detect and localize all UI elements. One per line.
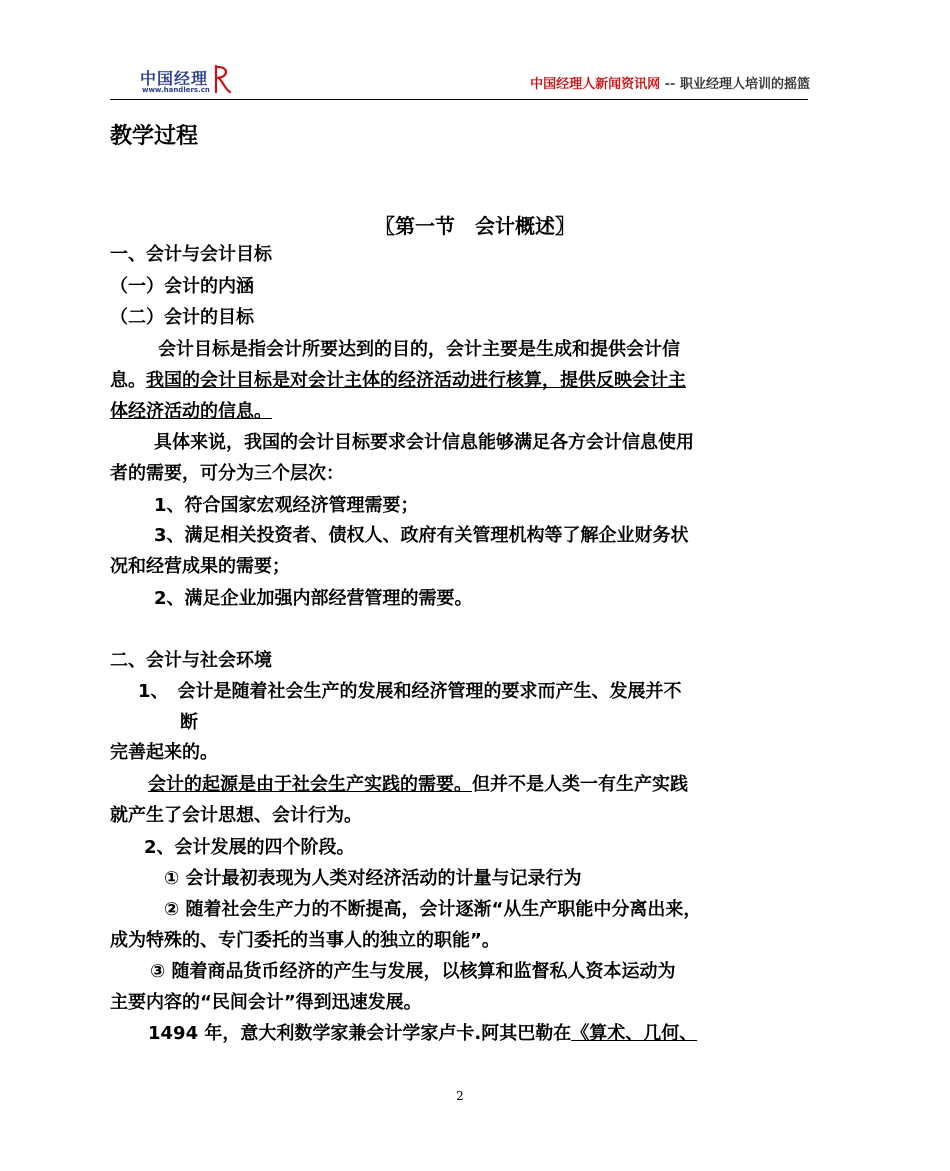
site-name: 中国经理人新闻资讯网 (530, 77, 661, 92)
section-title: 〖第一节 会计概述〗 (375, 214, 575, 238)
list-item: 2、满足企业加强内部经营管理的需要。 (154, 588, 473, 609)
header-tagline (530, 73, 810, 92)
list-item: 2、会计发展的四个阶段。 (144, 837, 355, 858)
list-item: ① 会计最初表现为人类对经济活动的计量与记录行为 (164, 868, 582, 889)
subheading-1: （一）会计的内涵 (110, 276, 254, 297)
logo-text: 中国经理 (140, 69, 209, 88)
paragraph-line: 会计目标是指会计所要达到的目的，会计主要是生成和提供会计信 (158, 339, 680, 360)
paragraph-line: 具体来说，我国的会计目标要求会计信息能够满足各方会计信息使用 (154, 432, 694, 453)
list-item: 1、符合国家宏观经济管理需要； (154, 495, 419, 516)
text-segment: 但并不是人类一有生产实践 (472, 774, 688, 795)
page-number: 2 (456, 1089, 464, 1103)
paragraph-line: 主要内容的“民间会计”得到迅速发展。 (110, 992, 422, 1013)
heading-2: 二、会计与社会环境 (110, 650, 272, 671)
text-segment: 1494 年，意大利数学家兼会计学家卢卡.阿其巴勒在 (148, 1023, 572, 1044)
paragraph-line (148, 773, 688, 797)
list-item: ③ 随着商品货币经济的产生与发展，以核算和监督私人资本运动为 (150, 961, 676, 982)
paragraph-line: 成为特殊的、专门委托的当事人的独立的职能”。 (110, 930, 500, 951)
paragraph-line: 断 (180, 712, 198, 733)
header-separator: -- (664, 77, 676, 92)
heading-1: 一、会计与会计目标 (110, 244, 272, 265)
paragraph-line (110, 369, 686, 393)
list-item: 3、满足相关投资者、债权人、政府有关管理机构等了解企业财务状 (154, 525, 689, 546)
underlined-text: 我国的会计目标是对会计主体的经济活动进行核算，提供反映会计主 (146, 370, 686, 391)
paragraph-line: 者的需要，可分为三个层次： (110, 463, 344, 484)
subheading-2: （二）会计的目标 (110, 307, 254, 328)
underlined-text: 会计的起源是由于社会生产实践的需要。 (148, 774, 472, 795)
paragraph-line (148, 1022, 697, 1046)
header-slogan: 职业经理人培训的摇篮 (679, 77, 810, 92)
paragraph-line: 就产生了会计思想、会计行为。 (110, 805, 362, 826)
list-item: 1、 会计是随着社会生产的发展和经济管理的要求而产生、发展并不 (138, 681, 682, 702)
header-logo (140, 66, 260, 98)
logo-mark-icon (210, 64, 232, 94)
underlined-text: 《算术、几何、 (571, 1023, 698, 1044)
underlined-line: 体经济活动的信息。 (110, 401, 272, 422)
text-segment: 息。 (110, 370, 146, 391)
header-rule (110, 99, 808, 100)
list-item: ② 随着社会生产力的不断提高，会计逐渐“从生产职能中分离出来， (164, 899, 702, 920)
paragraph-line: 完善起来的。 (110, 742, 218, 763)
page-heading: 教学过程 (110, 124, 199, 149)
logo-url: www.handlers.cn (142, 86, 210, 94)
paragraph-line: 况和经营成果的需要； (110, 556, 290, 577)
